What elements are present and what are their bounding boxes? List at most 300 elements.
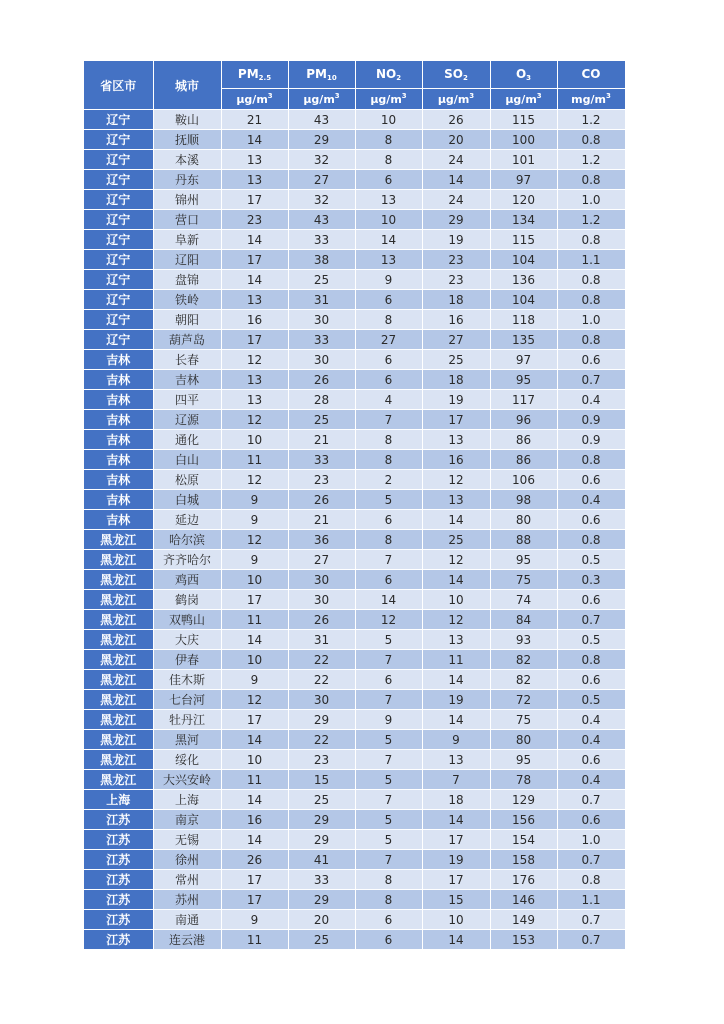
province-cell: 黑龙江 bbox=[84, 590, 153, 610]
value-cell: 12 bbox=[422, 610, 490, 630]
pollutant-subscript: 10 bbox=[327, 74, 337, 82]
unit-label: μg/m bbox=[303, 93, 335, 106]
table-row bbox=[84, 430, 625, 450]
value-cell: 26 bbox=[288, 490, 355, 510]
city-cell: 白山 bbox=[153, 450, 221, 470]
unit-superscript: 3 bbox=[334, 92, 340, 100]
value-cell: 18 bbox=[422, 370, 490, 390]
table-row bbox=[84, 530, 625, 550]
value-cell: 13 bbox=[422, 630, 490, 650]
value-cell: 18 bbox=[422, 290, 490, 310]
unit-header bbox=[221, 89, 288, 110]
value-cell: 75 bbox=[490, 570, 557, 590]
value-cell: 0.8 bbox=[557, 330, 625, 350]
value-cell: 33 bbox=[288, 330, 355, 350]
city-cell: 齐齐哈尔 bbox=[153, 550, 221, 570]
value-cell: 5 bbox=[355, 770, 422, 790]
table-row bbox=[84, 150, 625, 170]
value-cell: 31 bbox=[288, 290, 355, 310]
table-row bbox=[84, 830, 625, 850]
province-cell: 黑龙江 bbox=[84, 550, 153, 570]
province-cell: 辽宁 bbox=[84, 310, 153, 330]
value-cell: 24 bbox=[422, 190, 490, 210]
province-cell: 黑龙江 bbox=[84, 710, 153, 730]
value-cell: 6 bbox=[355, 510, 422, 530]
value-cell: 5 bbox=[355, 630, 422, 650]
unit-header bbox=[490, 89, 557, 110]
value-cell: 129 bbox=[490, 790, 557, 810]
city-cell: 绥化 bbox=[153, 750, 221, 770]
value-cell: 13 bbox=[422, 490, 490, 510]
value-cell: 21 bbox=[288, 430, 355, 450]
value-cell: 29 bbox=[288, 890, 355, 910]
province-header: 省区市 bbox=[84, 61, 153, 110]
value-cell: 95 bbox=[490, 750, 557, 770]
pollutant-name: PM bbox=[237, 67, 259, 81]
value-cell: 26 bbox=[221, 850, 288, 870]
city-cell: 朝阳 bbox=[153, 310, 221, 330]
value-cell: 135 bbox=[490, 330, 557, 350]
city-cell: 连云港 bbox=[153, 930, 221, 950]
city-cell: 辽源 bbox=[153, 410, 221, 430]
province-cell: 黑龙江 bbox=[84, 610, 153, 630]
value-cell: 5 bbox=[355, 830, 422, 850]
city-cell: 锦州 bbox=[153, 190, 221, 210]
value-cell: 14 bbox=[422, 710, 490, 730]
value-cell: 8 bbox=[355, 430, 422, 450]
value-cell: 6 bbox=[355, 290, 422, 310]
table-row bbox=[84, 590, 625, 610]
table-row bbox=[84, 330, 625, 350]
province-cell: 辽宁 bbox=[84, 170, 153, 190]
province-cell: 江苏 bbox=[84, 910, 153, 930]
city-cell: 南京 bbox=[153, 810, 221, 830]
value-cell: 82 bbox=[490, 650, 557, 670]
pollutant-header bbox=[288, 61, 355, 89]
table-row bbox=[84, 630, 625, 650]
city-cell: 徐州 bbox=[153, 850, 221, 870]
value-cell: 11 bbox=[221, 450, 288, 470]
value-cell: 153 bbox=[490, 930, 557, 950]
value-cell: 33 bbox=[288, 450, 355, 470]
value-cell: 149 bbox=[490, 910, 557, 930]
value-cell: 36 bbox=[288, 530, 355, 550]
value-cell: 30 bbox=[288, 350, 355, 370]
value-cell: 12 bbox=[221, 690, 288, 710]
value-cell: 98 bbox=[490, 490, 557, 510]
value-cell: 97 bbox=[490, 170, 557, 190]
value-cell: 1.0 bbox=[557, 830, 625, 850]
value-cell: 5 bbox=[355, 730, 422, 750]
value-cell: 10 bbox=[355, 110, 422, 130]
city-cell: 吉林 bbox=[153, 370, 221, 390]
value-cell: 80 bbox=[490, 730, 557, 750]
value-cell: 74 bbox=[490, 590, 557, 610]
value-cell: 8 bbox=[355, 450, 422, 470]
province-cell: 辽宁 bbox=[84, 330, 153, 350]
value-cell: 10 bbox=[355, 210, 422, 230]
city-cell: 大兴安岭 bbox=[153, 770, 221, 790]
pollutant-header bbox=[422, 61, 490, 89]
table-row bbox=[84, 790, 625, 810]
value-cell: 14 bbox=[221, 730, 288, 750]
value-cell: 27 bbox=[288, 550, 355, 570]
value-cell: 10 bbox=[221, 650, 288, 670]
value-cell: 30 bbox=[288, 310, 355, 330]
value-cell: 0.5 bbox=[557, 690, 625, 710]
value-cell: 14 bbox=[422, 930, 490, 950]
value-cell: 26 bbox=[422, 110, 490, 130]
province-cell: 辽宁 bbox=[84, 110, 153, 130]
unit-header bbox=[355, 89, 422, 110]
value-cell: 13 bbox=[221, 150, 288, 170]
value-cell: 12 bbox=[221, 530, 288, 550]
value-cell: 7 bbox=[355, 650, 422, 670]
value-cell: 7 bbox=[355, 550, 422, 570]
value-cell: 14 bbox=[355, 590, 422, 610]
table-row bbox=[84, 170, 625, 190]
value-cell: 23 bbox=[288, 470, 355, 490]
value-cell: 23 bbox=[422, 250, 490, 270]
province-cell: 辽宁 bbox=[84, 230, 153, 250]
table-row bbox=[84, 890, 625, 910]
value-cell: 16 bbox=[422, 450, 490, 470]
value-cell: 19 bbox=[422, 850, 490, 870]
city-cell: 伊春 bbox=[153, 650, 221, 670]
value-cell: 9 bbox=[221, 510, 288, 530]
table-row bbox=[84, 390, 625, 410]
value-cell: 12 bbox=[221, 470, 288, 490]
value-cell: 7 bbox=[422, 770, 490, 790]
value-cell: 16 bbox=[422, 310, 490, 330]
value-cell: 19 bbox=[422, 390, 490, 410]
unit-label: mg/m bbox=[571, 93, 606, 106]
value-cell: 7 bbox=[355, 410, 422, 430]
value-cell: 14 bbox=[221, 130, 288, 150]
value-cell: 6 bbox=[355, 350, 422, 370]
value-cell: 8 bbox=[355, 870, 422, 890]
value-cell: 17 bbox=[221, 710, 288, 730]
value-cell: 158 bbox=[490, 850, 557, 870]
value-cell: 19 bbox=[422, 230, 490, 250]
value-cell: 8 bbox=[355, 890, 422, 910]
value-cell: 14 bbox=[422, 170, 490, 190]
value-cell: 115 bbox=[490, 230, 557, 250]
value-cell: 43 bbox=[288, 210, 355, 230]
value-cell: 8 bbox=[355, 130, 422, 150]
value-cell: 1.2 bbox=[557, 210, 625, 230]
value-cell: 9 bbox=[221, 670, 288, 690]
value-cell: 9 bbox=[355, 710, 422, 730]
value-cell: 9 bbox=[221, 490, 288, 510]
value-cell: 0.8 bbox=[557, 170, 625, 190]
city-cell: 松原 bbox=[153, 470, 221, 490]
value-cell: 0.5 bbox=[557, 550, 625, 570]
table-row bbox=[84, 290, 625, 310]
value-cell: 1.0 bbox=[557, 310, 625, 330]
value-cell: 106 bbox=[490, 470, 557, 490]
air-quality-table bbox=[84, 61, 626, 950]
value-cell: 14 bbox=[221, 790, 288, 810]
value-cell: 23 bbox=[422, 270, 490, 290]
value-cell: 0.3 bbox=[557, 570, 625, 590]
value-cell: 156 bbox=[490, 810, 557, 830]
table-row bbox=[84, 230, 625, 250]
value-cell: 0.6 bbox=[557, 350, 625, 370]
value-cell: 80 bbox=[490, 510, 557, 530]
value-cell: 9 bbox=[221, 910, 288, 930]
pollutant-name: O bbox=[515, 67, 527, 81]
unit-header bbox=[422, 89, 490, 110]
province-cell: 黑龙江 bbox=[84, 650, 153, 670]
city-cell: 佳木斯 bbox=[153, 670, 221, 690]
value-cell: 26 bbox=[288, 370, 355, 390]
value-cell: 30 bbox=[288, 590, 355, 610]
value-cell: 7 bbox=[355, 790, 422, 810]
province-cell: 吉林 bbox=[84, 470, 153, 490]
value-cell: 72 bbox=[490, 690, 557, 710]
value-cell: 11 bbox=[221, 770, 288, 790]
value-cell: 7 bbox=[355, 850, 422, 870]
value-cell: 17 bbox=[221, 890, 288, 910]
province-cell: 辽宁 bbox=[84, 150, 153, 170]
value-cell: 14 bbox=[422, 670, 490, 690]
province-cell: 辽宁 bbox=[84, 290, 153, 310]
unit-header bbox=[557, 89, 625, 110]
value-cell: 17 bbox=[422, 410, 490, 430]
value-cell: 0.8 bbox=[557, 530, 625, 550]
value-cell: 0.8 bbox=[557, 290, 625, 310]
province-cell: 吉林 bbox=[84, 450, 153, 470]
table-header bbox=[84, 61, 625, 110]
city-cell: 南通 bbox=[153, 910, 221, 930]
value-cell: 12 bbox=[355, 610, 422, 630]
pollutant-subscript: 2 bbox=[462, 74, 468, 82]
province-cell: 江苏 bbox=[84, 890, 153, 910]
province-cell: 黑龙江 bbox=[84, 670, 153, 690]
value-cell: 0.8 bbox=[557, 130, 625, 150]
value-cell: 0.7 bbox=[557, 370, 625, 390]
value-cell: 1.2 bbox=[557, 150, 625, 170]
value-cell: 0.9 bbox=[557, 430, 625, 450]
value-cell: 12 bbox=[422, 550, 490, 570]
city-cell: 通化 bbox=[153, 430, 221, 450]
value-cell: 11 bbox=[221, 610, 288, 630]
city-cell: 无锡 bbox=[153, 830, 221, 850]
value-cell: 6 bbox=[355, 910, 422, 930]
value-cell: 118 bbox=[490, 310, 557, 330]
value-cell: 20 bbox=[422, 130, 490, 150]
value-cell: 20 bbox=[288, 910, 355, 930]
value-cell: 10 bbox=[221, 430, 288, 450]
value-cell: 0.9 bbox=[557, 410, 625, 430]
table-row bbox=[84, 370, 625, 390]
value-cell: 0.4 bbox=[557, 770, 625, 790]
value-cell: 1.2 bbox=[557, 110, 625, 130]
value-cell: 14 bbox=[221, 830, 288, 850]
value-cell: 26 bbox=[288, 610, 355, 630]
value-cell: 22 bbox=[288, 650, 355, 670]
value-cell: 32 bbox=[288, 150, 355, 170]
table-body bbox=[84, 110, 625, 950]
value-cell: 30 bbox=[288, 690, 355, 710]
value-cell: 22 bbox=[288, 730, 355, 750]
value-cell: 13 bbox=[355, 250, 422, 270]
value-cell: 17 bbox=[221, 250, 288, 270]
table-row bbox=[84, 610, 625, 630]
table-row bbox=[84, 850, 625, 870]
value-cell: 14 bbox=[422, 570, 490, 590]
value-cell: 33 bbox=[288, 870, 355, 890]
value-cell: 17 bbox=[221, 330, 288, 350]
value-cell: 97 bbox=[490, 350, 557, 370]
value-cell: 95 bbox=[490, 370, 557, 390]
value-cell: 17 bbox=[221, 590, 288, 610]
value-cell: 38 bbox=[288, 250, 355, 270]
value-cell: 4 bbox=[355, 390, 422, 410]
value-cell: 0.7 bbox=[557, 790, 625, 810]
value-cell: 0.6 bbox=[557, 590, 625, 610]
city-cell: 七台河 bbox=[153, 690, 221, 710]
value-cell: 23 bbox=[288, 750, 355, 770]
city-cell: 盘锦 bbox=[153, 270, 221, 290]
city-cell: 鞍山 bbox=[153, 110, 221, 130]
value-cell: 104 bbox=[490, 250, 557, 270]
value-cell: 17 bbox=[422, 830, 490, 850]
table-row bbox=[84, 770, 625, 790]
value-cell: 13 bbox=[221, 390, 288, 410]
value-cell: 25 bbox=[422, 530, 490, 550]
value-cell: 22 bbox=[288, 670, 355, 690]
city-cell: 鸡西 bbox=[153, 570, 221, 590]
value-cell: 115 bbox=[490, 110, 557, 130]
city-cell: 铁岭 bbox=[153, 290, 221, 310]
province-cell: 辽宁 bbox=[84, 190, 153, 210]
value-cell: 25 bbox=[288, 270, 355, 290]
value-cell: 21 bbox=[288, 510, 355, 530]
value-cell: 75 bbox=[490, 710, 557, 730]
pollutant-header bbox=[221, 61, 288, 89]
province-cell: 江苏 bbox=[84, 870, 153, 890]
value-cell: 84 bbox=[490, 610, 557, 630]
value-cell: 29 bbox=[288, 710, 355, 730]
province-cell: 江苏 bbox=[84, 830, 153, 850]
table-row bbox=[84, 870, 625, 890]
value-cell: 88 bbox=[490, 530, 557, 550]
value-cell: 41 bbox=[288, 850, 355, 870]
value-cell: 176 bbox=[490, 870, 557, 890]
value-cell: 0.7 bbox=[557, 610, 625, 630]
pollutant-subscript: 2 bbox=[396, 74, 402, 82]
value-cell: 6 bbox=[355, 570, 422, 590]
value-cell: 27 bbox=[288, 170, 355, 190]
value-cell: 10 bbox=[221, 570, 288, 590]
value-cell: 10 bbox=[422, 590, 490, 610]
city-header: 城市 bbox=[153, 61, 221, 110]
table-row bbox=[84, 490, 625, 510]
unit-label: μg/m bbox=[505, 93, 537, 106]
table-row bbox=[84, 670, 625, 690]
city-cell: 营口 bbox=[153, 210, 221, 230]
value-cell: 25 bbox=[288, 930, 355, 950]
table-row bbox=[84, 250, 625, 270]
pollutant-name: PM bbox=[306, 67, 327, 81]
province-cell: 黑龙江 bbox=[84, 750, 153, 770]
value-cell: 5 bbox=[355, 810, 422, 830]
pollutant-header bbox=[557, 61, 625, 89]
unit-superscript: 3 bbox=[536, 92, 542, 100]
table-row bbox=[84, 450, 625, 470]
value-cell: 0.6 bbox=[557, 470, 625, 490]
table-row bbox=[84, 110, 625, 130]
unit-label: μg/m bbox=[437, 93, 470, 106]
province-cell: 黑龙江 bbox=[84, 530, 153, 550]
value-cell: 1.0 bbox=[557, 190, 625, 210]
province-cell: 吉林 bbox=[84, 390, 153, 410]
value-cell: 104 bbox=[490, 290, 557, 310]
value-cell: 15 bbox=[422, 890, 490, 910]
city-cell: 延边 bbox=[153, 510, 221, 530]
value-cell: 12 bbox=[221, 410, 288, 430]
pollutant-subscript: 2.5 bbox=[258, 74, 272, 82]
value-cell: 15 bbox=[288, 770, 355, 790]
table-row bbox=[84, 310, 625, 330]
table-row bbox=[84, 810, 625, 830]
value-cell: 43 bbox=[288, 110, 355, 130]
value-cell: 0.7 bbox=[557, 930, 625, 950]
province-cell: 辽宁 bbox=[84, 270, 153, 290]
value-cell: 93 bbox=[490, 630, 557, 650]
province-cell: 辽宁 bbox=[84, 210, 153, 230]
city-cell: 鹤岗 bbox=[153, 590, 221, 610]
table-row bbox=[84, 270, 625, 290]
value-cell: 11 bbox=[221, 930, 288, 950]
value-cell: 19 bbox=[422, 690, 490, 710]
value-cell: 0.6 bbox=[557, 810, 625, 830]
value-cell: 30 bbox=[288, 570, 355, 590]
province-cell: 吉林 bbox=[84, 350, 153, 370]
city-cell: 白城 bbox=[153, 490, 221, 510]
value-cell: 27 bbox=[422, 330, 490, 350]
value-cell: 8 bbox=[355, 310, 422, 330]
city-cell: 四平 bbox=[153, 390, 221, 410]
value-cell: 0.6 bbox=[557, 510, 625, 530]
value-cell: 14 bbox=[221, 270, 288, 290]
province-cell: 吉林 bbox=[84, 370, 153, 390]
value-cell: 12 bbox=[221, 350, 288, 370]
value-cell: 0.8 bbox=[557, 230, 625, 250]
value-cell: 7 bbox=[355, 750, 422, 770]
province-cell: 黑龙江 bbox=[84, 690, 153, 710]
unit-label: μg/m bbox=[236, 93, 268, 106]
value-cell: 17 bbox=[221, 870, 288, 890]
value-cell: 14 bbox=[221, 630, 288, 650]
value-cell: 13 bbox=[422, 430, 490, 450]
value-cell: 29 bbox=[288, 830, 355, 850]
value-cell: 120 bbox=[490, 190, 557, 210]
value-cell: 31 bbox=[288, 630, 355, 650]
value-cell: 25 bbox=[288, 790, 355, 810]
table-row bbox=[84, 650, 625, 670]
value-cell: 29 bbox=[288, 130, 355, 150]
province-cell: 辽宁 bbox=[84, 250, 153, 270]
value-cell: 0.6 bbox=[557, 670, 625, 690]
value-cell: 6 bbox=[355, 370, 422, 390]
unit-superscript: 3 bbox=[605, 92, 611, 100]
value-cell: 6 bbox=[355, 670, 422, 690]
value-cell: 82 bbox=[490, 670, 557, 690]
value-cell: 1.1 bbox=[557, 250, 625, 270]
